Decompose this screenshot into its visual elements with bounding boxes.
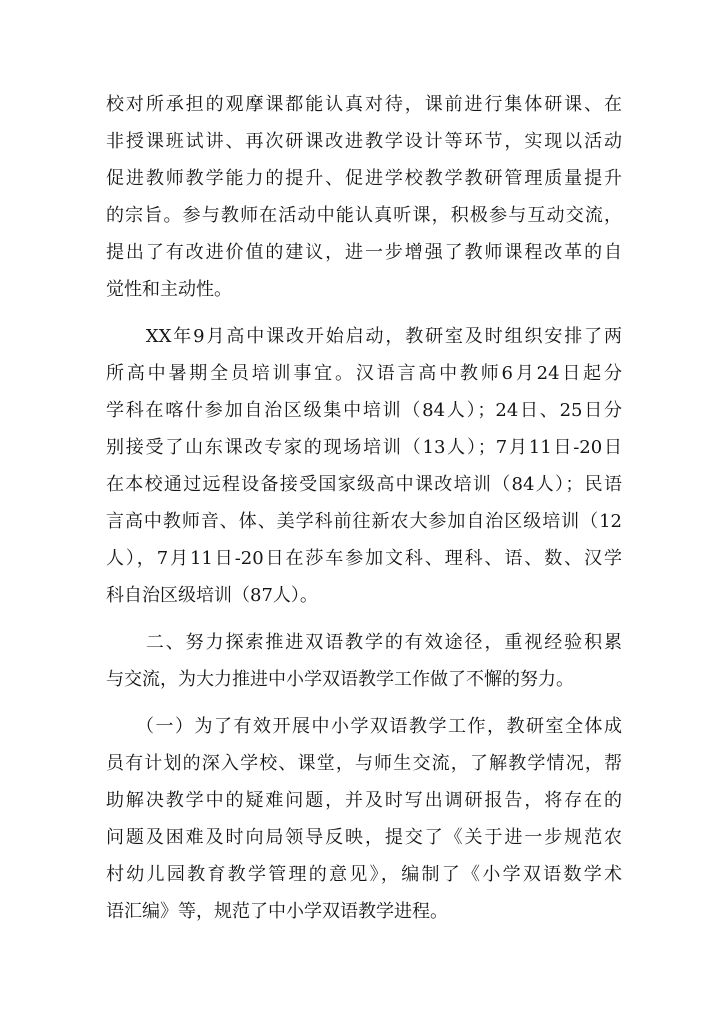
text-line: 所高中暑期全员培训事宜。汉语言高中教师6月24日起分	[106, 363, 622, 384]
text-line: 校对所承担的观摩课都能认真对待，课前进行集体研课、在	[106, 94, 622, 115]
text-line: 二、努力探索推进双语教学的有效途径，重视经验积累	[106, 632, 622, 653]
paragraph-observation-class	[106, 86, 622, 308]
paragraph-bilingual-work	[106, 708, 622, 930]
paragraph-spacer	[106, 308, 622, 318]
text-line: 语汇编》等，规范了中小学双语教学进程。	[106, 901, 448, 922]
text-line: 学科在喀什参加自治区级集中培训（84人）；24日、25日分	[106, 400, 622, 421]
text-line: 问题及困难及时向局领导反映，提交了《关于进一步规范农	[106, 827, 622, 848]
text-line: 觉性和主动性。	[106, 279, 232, 300]
text-line: 非授课班试讲、再次研课改进教学设计等环节，实现以活动	[106, 131, 622, 152]
text-line: 言高中教师音、体、美学科前往新农大参加自治区级培训（12	[106, 511, 622, 532]
text-line: 村幼儿园教育教学管理的意见》，编制了《小学双语数学术	[106, 864, 622, 885]
text-line: 提出了有改进价值的建议，进一步增强了教师课程改革的自	[106, 242, 622, 263]
text-line: 助解决教学中的疑难问题，并及时写出调研报告，将存在的	[106, 790, 622, 811]
paragraph-bilingual-heading	[106, 624, 622, 698]
paragraph-spacer	[106, 614, 622, 624]
paragraph-curriculum-reform-training	[106, 318, 622, 614]
text-line: 与交流，为大力推进中小学双语教学工作做了不懈的努力。	[106, 669, 574, 690]
text-line: 人），7月11日-20日在莎车参加文科、理科、语、数、汉学	[106, 548, 622, 569]
paragraph-spacer	[106, 698, 622, 708]
text-line: 的宗旨。参与教师在活动中能认真听课，积极参与互动交流，	[106, 205, 622, 226]
text-line: XX年9月高中课改开始启动，教研室及时组织安排了两	[106, 326, 622, 347]
text-line: 在本校通过远程设备接受国家级高中课改培训（84人）；民语	[106, 474, 622, 495]
text-line: （一）为了有效开展中小学双语教学工作，教研室全体成	[106, 716, 622, 737]
text-line: 员有计划的深入学校、课堂，与师生交流，了解教学情况，帮	[106, 753, 622, 774]
text-line: 科自治区级培训（87人）。	[106, 585, 318, 606]
body-text	[106, 86, 622, 930]
text-line: 促进教师教学能力的提升、促进学校教学教研管理质量提升	[106, 168, 622, 189]
text-line: 别接受了山东课改专家的现场培训（13人）；7月11日-20日	[106, 437, 622, 458]
